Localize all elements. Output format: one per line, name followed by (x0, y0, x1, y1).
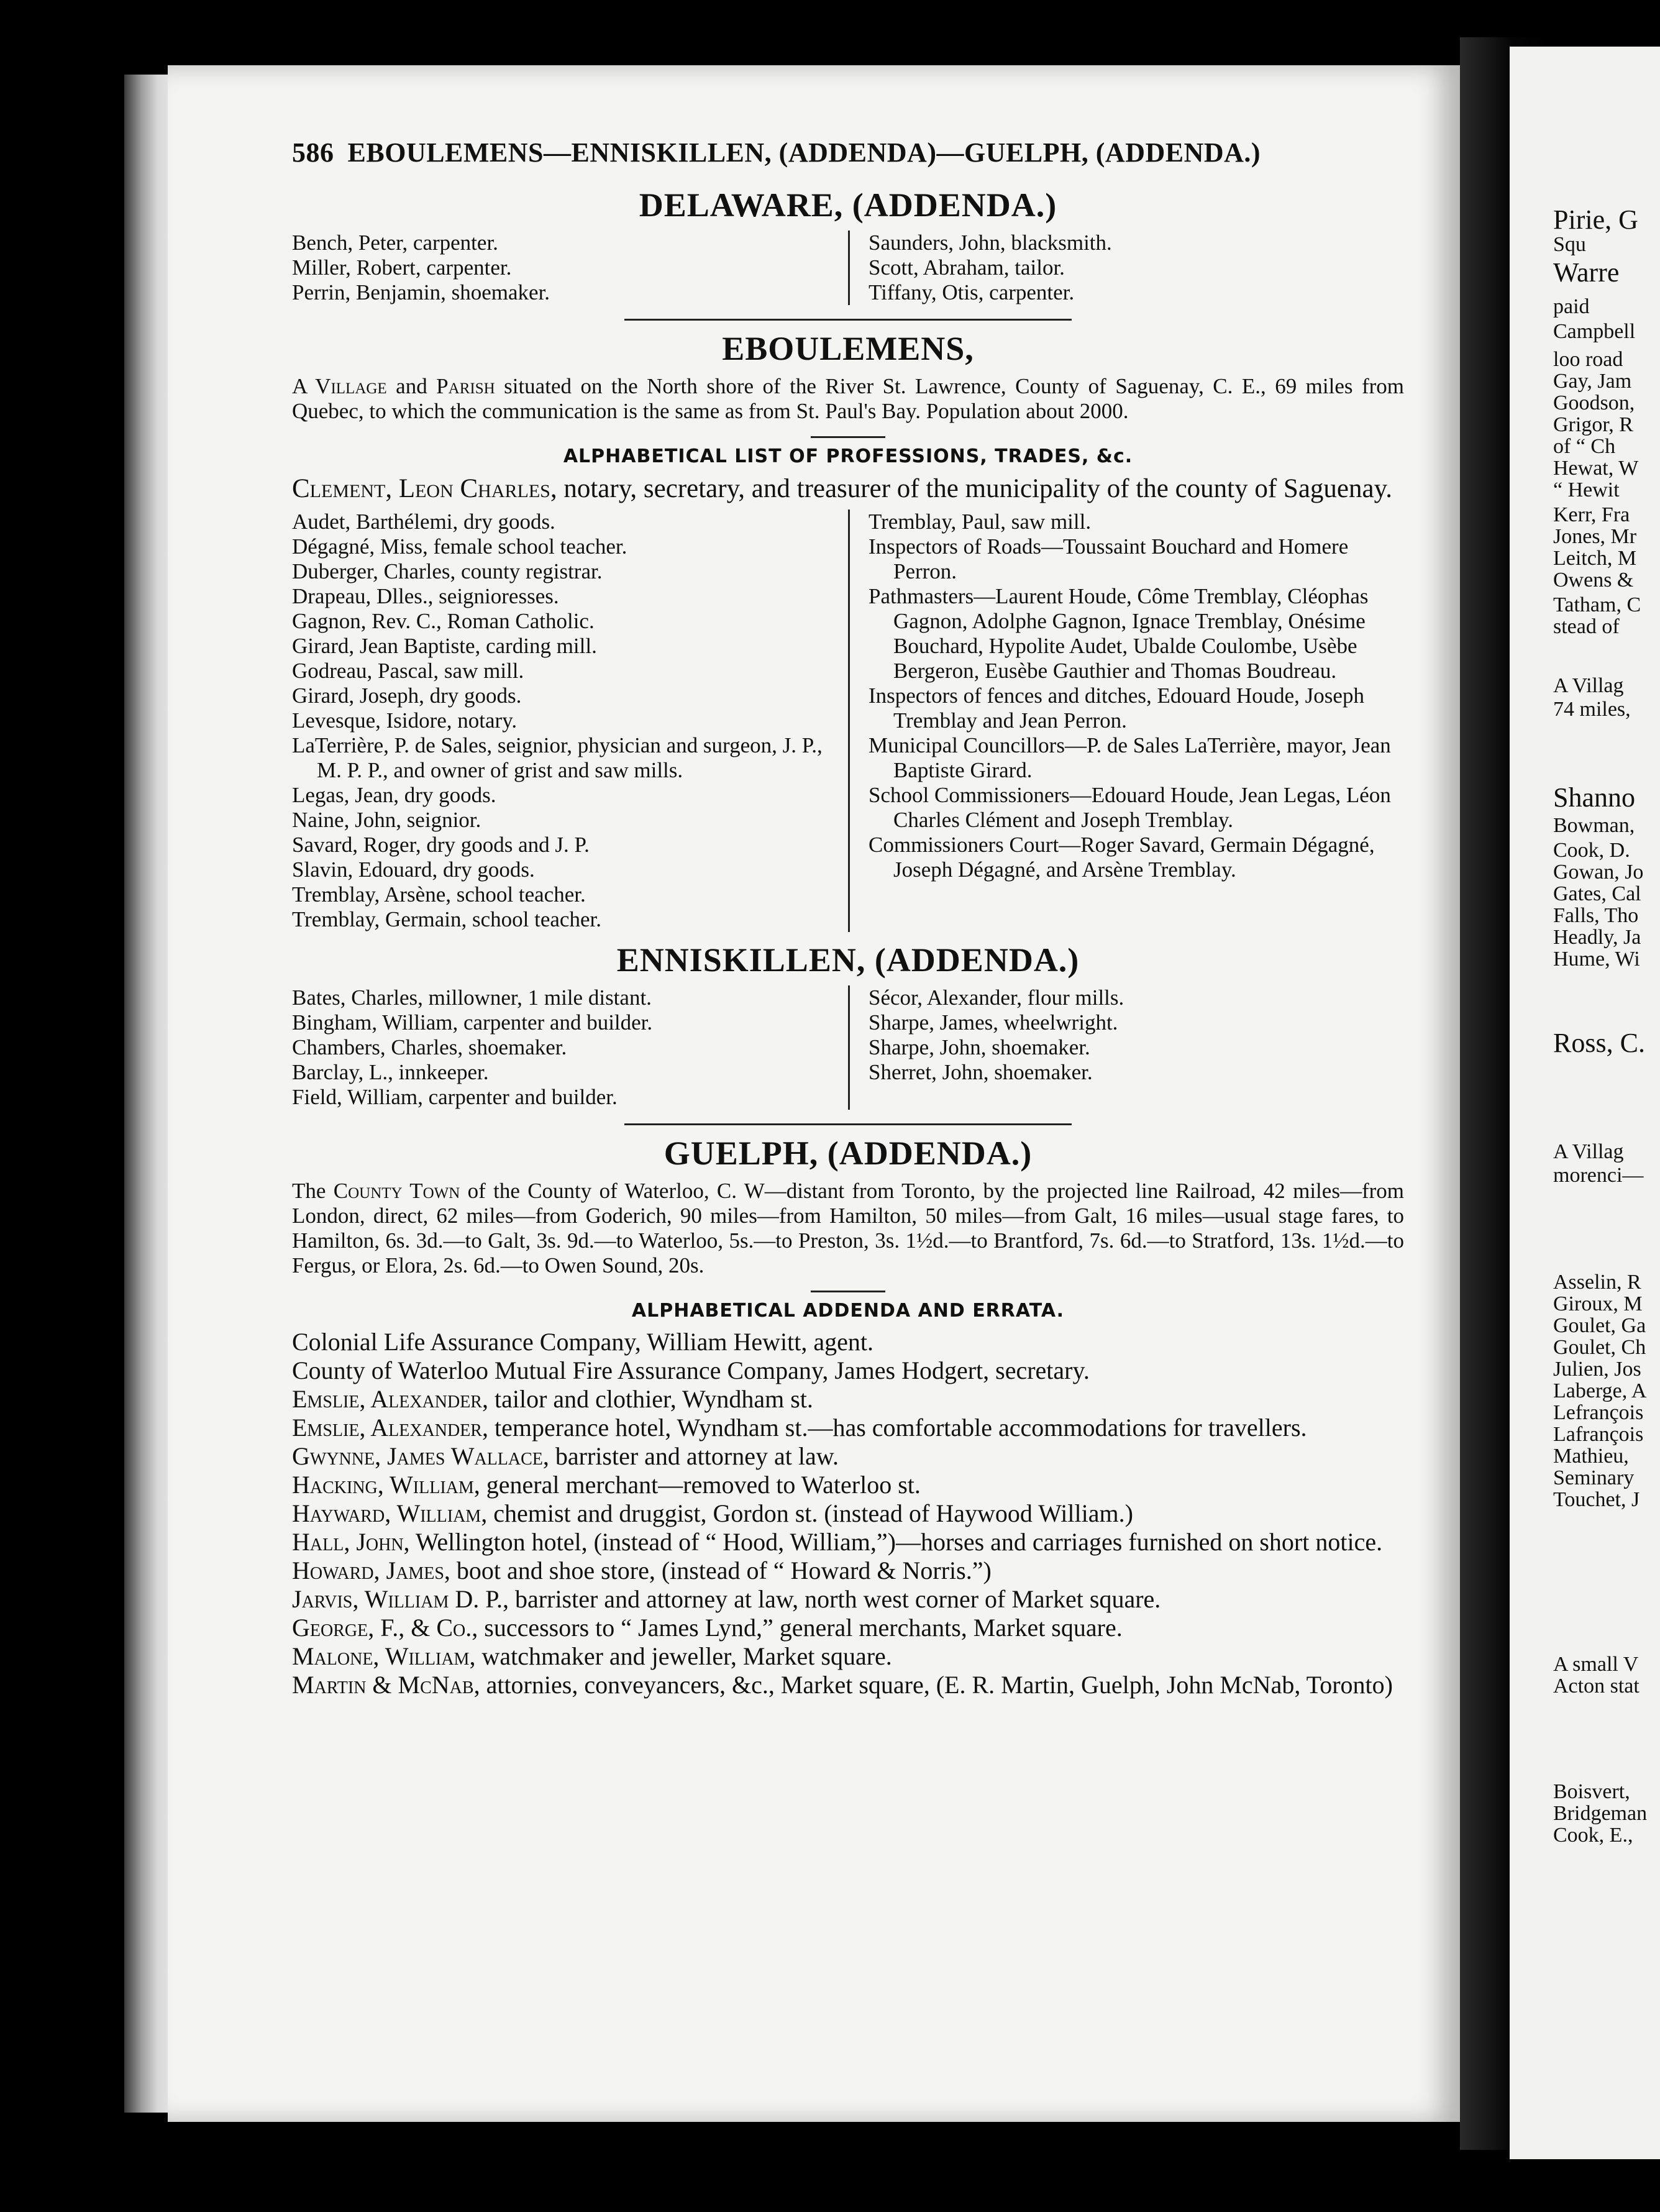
addenda-entry (292, 1356, 1404, 1385)
eboulemens-right-column (848, 510, 1404, 932)
adjacent-page-text: Headly, Ja (1553, 926, 1641, 949)
adjacent-page-text: Tatham, C (1553, 593, 1641, 616)
entry-text: County of Waterloo Mutual Fire Assurance Company, James Hodgert, secretary. (292, 1356, 1090, 1384)
running-head-text: EBOULEMENS—ENNISKILLEN, (ADDENDA)—GUELPH, (ADDENDA.) (347, 137, 1261, 168)
adjacent-page-text: morenci— (1553, 1164, 1644, 1187)
enniskillen-right-column (848, 985, 1404, 1110)
adjacent-page-text: Boisvert, (1553, 1780, 1630, 1803)
desc-text: of the County of Waterloo, C. W—distant from Toronto, by the projected line Railroad, 42 miles—from London, direct, 62 miles—from Goderich, 90 miles—from Hamilton, 50 miles—from Galt, 16 miles—usual stage fares, to Hamilton, 6s. 3d.—to Galt, 3s. 9d.—to Waterloo, 5s.—to Preston, 3s. 1½d.—to Brantford, 7s. 6d.—to Stratford, 13s. 1½d.—to Fergus, or Elora, 2s. 6d.—to Owen Sound, 20s. (292, 1179, 1404, 1277)
entry-name: Gwynne, James Wallace (292, 1442, 543, 1470)
entry-text: , Wellington hotel, (instead of “ Hood, William,”)—horses and carriages furnished on short notice. (403, 1528, 1383, 1556)
adjacent-page-text: Ross, C. (1553, 1028, 1645, 1058)
adjacent-page-text: Goodson, (1553, 391, 1635, 414)
directory-entry: Naine, John, seignior. (292, 808, 481, 832)
adjacent-page-text: Owens & (1553, 569, 1634, 592)
directory-entry: School Commissioners—Edouard Houde, Jean Legas, Léon Charles Clément and Joseph Tremblay. (869, 783, 1391, 832)
entry-text: , temperance hotel, Wyndham st.—has comfortable accommodations for travellers. (481, 1414, 1307, 1442)
adjacent-page-text: Shanno (1553, 782, 1635, 813)
addenda-entry (292, 1614, 1404, 1642)
adjacent-page-text: A Villag (1553, 674, 1624, 697)
addenda-entry (292, 1642, 1404, 1671)
entry-name: Malone, William (292, 1642, 470, 1670)
adjacent-page-text: Goulet, Ch (1553, 1336, 1646, 1359)
desc-text: and (386, 374, 437, 398)
directory-entry: Field, William, carpenter and builder. (292, 1085, 618, 1109)
adjacent-page-text: Bridgeman (1553, 1802, 1648, 1825)
adjacent-page-text: Gates, Cal (1553, 882, 1641, 905)
desc-text: The (292, 1179, 334, 1203)
guelph-list-heading: ALPHABETICAL ADDENDA AND ERRATA. (631, 1300, 1065, 1322)
adjacent-page-text: of “ Ch (1553, 435, 1616, 458)
adjacent-page-text: loo road (1553, 348, 1623, 371)
directory-entry: Bates, Charles, millowner, 1 mile distant. (292, 985, 652, 1010)
entry-name: Hall, John (292, 1528, 404, 1556)
entry-text: , successors to “ James Lynd,” general merchants, Market square. (472, 1614, 1123, 1642)
desc-small-caps: A Village (292, 374, 387, 398)
directory-entry: Girard, Jean Baptiste, carding mill. (292, 634, 597, 658)
directory-entry: Sharpe, John, shoemaker. (869, 1035, 1090, 1059)
addenda-entry (292, 1556, 1404, 1585)
adjacent-page-text: Campbell (1553, 320, 1636, 343)
page-content (292, 137, 1404, 1699)
directory-entry: Savard, Roger, dry goods and J. P. (292, 833, 590, 857)
entry-name: Martin & McNab (292, 1671, 474, 1699)
adjacent-page-text: Falls, Tho (1553, 904, 1639, 927)
entry-text: Colonial Life Assurance Company, William Hewitt, agent. (292, 1328, 873, 1356)
adjacent-page-text: Gay, Jam (1553, 370, 1632, 393)
adjacent-page-text: Cook, E., (1553, 1824, 1633, 1847)
directory-entry: Inspectors of Roads—Toussaint Bouchard and Homere Perron. (869, 534, 1349, 583)
adjacent-page-text: Laberge, A (1553, 1379, 1647, 1402)
addenda-entry (292, 1414, 1404, 1442)
entry-text: , barrister and attorney at law. (542, 1442, 839, 1470)
directory-entry: Barclay, L., innkeeper. (292, 1060, 489, 1084)
directory-entry: Tremblay, Paul, saw mill. (869, 510, 1092, 534)
desc-text: situated on the North shore of the River St. Lawrence, County of Saguenay, C. E., 69 miles from Quebec, to which the communication is the same as from St. Paul's Bay. Population about 2000. (292, 374, 1404, 423)
adjacent-page-text: 74 miles, (1553, 698, 1631, 721)
adjacent-page-text: Hume, Wi (1553, 948, 1640, 971)
section-title-delaware: DELAWARE, (ADDENDA.) (639, 186, 1057, 224)
directory-entry: LaTerrière, P. de Sales, seignior, physician and surgeon, J. P., M. P. P., and owner of grist and saw mills. (292, 733, 823, 782)
addenda-entry (292, 1585, 1404, 1614)
directory-entry: Gagnon, Rev. C., Roman Catholic. (292, 609, 595, 633)
directory-entry: Sharpe, James, wheelwright. (869, 1010, 1118, 1035)
entry-text: , boot and shoe store, (instead of “ Howard & Norris.”) (444, 1556, 992, 1584)
adjacent-page-text: Gowan, Jo (1553, 861, 1644, 884)
section-title-guelph: GUELPH, (ADDENDA.) (664, 1135, 1033, 1172)
running-head (292, 137, 1404, 168)
eboulemens-listing (292, 510, 1404, 932)
enniskillen-listing (292, 985, 1404, 1110)
directory-entry: Perrin, Benjamin, shoemaker. (292, 280, 550, 304)
directory-entry: Audet, Barthélemi, dry goods. (292, 510, 555, 534)
addenda-entry (292, 1385, 1404, 1414)
directory-entry: Commissioners Court—Roger Savard, Germain Dégagné, Joseph Dégagné, and Arsène Tremblay. (869, 833, 1375, 882)
directory-entry: Scott, Abraham, tailor. (869, 255, 1065, 280)
adjacent-page-text: Bowman, (1553, 814, 1635, 837)
addenda-entry (292, 1471, 1404, 1499)
short-divider (811, 1291, 885, 1292)
directory-entry: Bingham, William, carpenter and builder. (292, 1010, 653, 1035)
section-title-eboulemens: EBOULEMENS, (722, 330, 974, 367)
entry-text: , tailor and clothier, Wyndham st. (481, 1385, 813, 1413)
eboulemens-left-column (292, 510, 848, 932)
directory-entry: Pathmasters—Laurent Houde, Côme Tremblay, Cléophas Gagnon, Adolphe Gagnon, Ignace Tremblay, Onésime Bouchard, Hypolite Audet, Ubalde Coulombe, Usèbe Bergeron, Eusèbe Gauthier and Thomas Boudreau. (869, 584, 1369, 683)
short-divider (811, 436, 885, 438)
directory-entry: Inspectors of fences and ditches, Edouard Houde, Joseph Tremblay and Jean Perron. (869, 683, 1364, 733)
entry-name: Howard, James (292, 1556, 444, 1584)
directory-entry: Sécor, Alexander, flour mills. (869, 985, 1124, 1010)
directory-entry: Levesque, Isidore, notary. (292, 708, 518, 733)
entry-text: , general merchant—removed to Waterloo st. (473, 1471, 921, 1499)
section-divider (624, 319, 1072, 321)
directory-entry: Tremblay, Arsène, school teacher. (292, 882, 586, 907)
enniskillen-left-column (292, 985, 848, 1110)
entry-name: Emslie, Alexander (292, 1414, 482, 1442)
adjacent-page-text: Lafrançois (1553, 1423, 1644, 1446)
directory-entry: Slavin, Edouard, dry goods. (292, 857, 535, 882)
adjacent-page-text: Asselin, R (1553, 1271, 1641, 1294)
entry-name: George, F., & Co. (292, 1614, 472, 1642)
eboulemens-list-heading: ALPHABETICAL LIST OF PROFESSIONS, TRADES, &c. (563, 446, 1133, 467)
desc-small-caps: County Town (333, 1179, 460, 1203)
directory-entry: Godreau, Pascal, saw mill. (292, 659, 524, 683)
section-divider (624, 1123, 1072, 1125)
directory-entry: Drapeau, Dlles., seignioresses. (292, 584, 559, 608)
eboulemens-lead-entry (292, 473, 1404, 505)
delaware-left-column (292, 231, 848, 305)
directory-entry: Municipal Councillors—P. de Sales LaTerrière, mayor, Jean Baptiste Girard. (869, 733, 1391, 782)
adjacent-page-text: Kerr, Fra (1553, 503, 1630, 526)
entry-text: , barrister and attorney at law, north west corner of Market square. (503, 1585, 1161, 1613)
guelph-description (292, 1179, 1404, 1278)
directory-entry: Bench, Peter, carpenter. (292, 231, 498, 255)
directory-entry: Dégagné, Miss, female school teacher. (292, 534, 627, 559)
directory-entry: Girard, Joseph, dry goods. (292, 683, 522, 708)
entry-name: Clement, Leon Charles (292, 474, 550, 503)
guelph-addenda-list (292, 1328, 1404, 1699)
adjacent-page-text: Jones, Mr (1553, 525, 1637, 548)
adjacent-page-text: A small V (1553, 1653, 1639, 1676)
directory-entry: Saunders, John, blacksmith. (869, 231, 1112, 255)
adjacent-page-text: Lefrançois (1553, 1401, 1644, 1424)
adjacent-page-text: Warre (1553, 257, 1620, 288)
adjacent-page-text: Leitch, M (1553, 547, 1637, 570)
directory-entry: Tremblay, Germain, school teacher. (292, 907, 601, 931)
adjacent-page-text: A Villag (1553, 1140, 1624, 1163)
adjacent-page-text: Pirie, G (1553, 204, 1638, 235)
adjacent-page-text: “ Hewit (1553, 478, 1620, 501)
adjacent-page-text: Acton stat (1553, 1675, 1639, 1698)
adjacent-page-text: Cook, D. (1553, 839, 1630, 862)
entry-text: , notary, secretary, and treasurer of the municipality of the county of Saguenay. (550, 474, 1393, 503)
eboulemens-description (292, 374, 1404, 424)
section-title-enniskillen: ENNISKILLEN, (ADDENDA.) (616, 941, 1080, 979)
adjacent-page-text: Goulet, Ga (1553, 1314, 1646, 1337)
entry-name: Hayward, William (292, 1499, 481, 1527)
addenda-entry (292, 1671, 1404, 1699)
directory-entry: Legas, Jean, dry goods. (292, 783, 496, 807)
page-number: 586 (292, 137, 334, 168)
addenda-entry (292, 1499, 1404, 1528)
adjacent-page-text: paid (1553, 295, 1590, 318)
adjacent-page-fragment (1510, 47, 1660, 2159)
adjacent-page-text: Squ (1553, 233, 1586, 256)
entry-text: , chemist and druggist, Gordon st. (instead of Haywood William.) (481, 1499, 1133, 1527)
directory-entry: Sherret, John, shoemaker. (869, 1060, 1093, 1084)
adjacent-page-text: Hewat, W (1553, 457, 1639, 480)
entry-name: Jarvis, William D. P. (292, 1585, 503, 1613)
adjacent-page-text: stead of (1553, 615, 1620, 638)
adjacent-page-text: Touchet, J (1553, 1488, 1640, 1511)
delaware-listing (292, 231, 1404, 305)
desc-small-caps: Parish (436, 374, 495, 398)
directory-entry: Tiffany, Otis, carpenter. (869, 280, 1075, 304)
entry-name: Hacking, William (292, 1471, 474, 1499)
addenda-entry (292, 1528, 1404, 1556)
directory-entry: Chambers, Charles, shoemaker. (292, 1035, 567, 1059)
entry-text: , attornies, conveyancers, &c., Market square, (E. R. Martin, Guelph, John McNab, Toronto) (473, 1671, 1393, 1699)
adjacent-page-text: Julien, Jos (1553, 1358, 1641, 1381)
delaware-right-column (848, 231, 1404, 305)
entry-name: Emslie, Alexander (292, 1385, 482, 1413)
directory-entry: Duberger, Charles, county registrar. (292, 559, 603, 583)
adjacent-page-text: Seminary (1553, 1466, 1635, 1489)
adjacent-page-text: Mathieu, (1553, 1445, 1629, 1468)
directory-entry: Miller, Robert, carpenter. (292, 255, 512, 280)
addenda-entry (292, 1328, 1404, 1356)
adjacent-page-text: Giroux, M (1553, 1292, 1643, 1315)
addenda-entry (292, 1442, 1404, 1471)
entry-text: , watchmaker and jeweller, Market square. (469, 1642, 892, 1670)
adjacent-page-text: Grigor, R (1553, 413, 1633, 436)
